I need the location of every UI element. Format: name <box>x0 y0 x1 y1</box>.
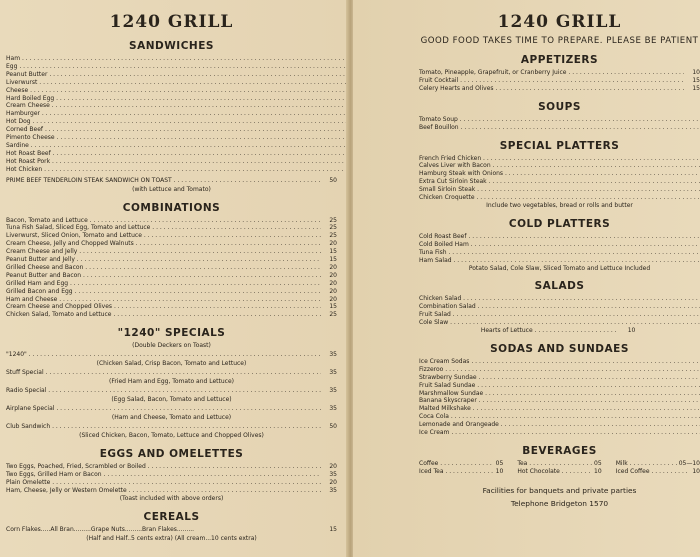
menu-item-name: Ham, Cheese, Jelly or Western Omelette . . . <box>6 487 321 495</box>
menu-item-price: 50 <box>329 176 337 184</box>
left-menu-title: 1240 GRILL <box>109 12 234 32</box>
menu-item <box>6 224 337 232</box>
menu-item-name: Chicken Salad . . . <box>419 295 700 303</box>
menu-item-name: Hot Chicken . . . <box>6 166 349 174</box>
menu-item-name: Stuff Special . . . <box>6 369 321 377</box>
menu-item-name: Ham and Cheese . . . <box>6 296 321 304</box>
soups-heading: SOUPS <box>538 100 581 113</box>
menu-item-name: Liverwurst . . . <box>6 79 349 87</box>
menu-item-price: 35 <box>329 369 337 377</box>
menu-item <box>6 423 337 431</box>
menu-item-name: Corned Beef . . . <box>6 126 349 134</box>
menu-item-name: Grilled Bacon and Egg . . . <box>6 288 321 296</box>
menu-item <box>419 116 700 124</box>
menu-item <box>6 303 337 311</box>
combinations-list <box>6 217 337 320</box>
menu-item <box>419 249 700 257</box>
cold-platters-note: Potato Salad, Cole Slaw, Sliced Tomato and Lettuce Included <box>468 264 651 272</box>
menu-item <box>419 257 700 265</box>
menu-item-price: 05 <box>594 460 602 467</box>
platters-note: Include two vegetables, bread or rolls and butter <box>486 201 633 209</box>
menu-item-name: Coffee . . . <box>419 460 494 468</box>
menu-item-name: French Fried Chicken . . . <box>419 155 700 163</box>
menu-item <box>6 387 337 395</box>
salads-column-1 <box>419 295 700 327</box>
tagline: GOOD FOOD TAKES TIME TO PREPARE. PLEASE BE PATIENT <box>420 36 699 46</box>
menu-item-name: Cold Roast Beef . . . <box>419 233 700 241</box>
menu-item-name: Celery Hearts and Olives . . . <box>419 85 684 93</box>
sodas-column-1 <box>419 358 700 437</box>
menu-item-name: Corn Flakes.....All Bran.........Grape Nuts.........Bran Flakes......... <box>6 526 195 534</box>
eggs-note: (Toast included with above orders) <box>119 495 224 503</box>
menu-item-name: Peanut Butter and Bacon . . . <box>6 272 321 280</box>
menu-item <box>419 390 700 398</box>
menu-item-price: 35 <box>329 387 337 395</box>
special-description: (Fried Ham and Egg, Tomato and Lettuce) <box>109 378 234 386</box>
menu-item-name: Fruit Salad Sundae . . . <box>419 382 700 390</box>
menu-item-name: Tuna Fish . . . <box>419 249 700 257</box>
menu-item-price: 05 <box>495 460 504 467</box>
cereals-line <box>6 526 337 534</box>
menu-item-name: Peanut Butter and Jelly . . . <box>6 256 321 264</box>
menu-item <box>419 194 700 202</box>
menu-item-name: Sardine . . . <box>6 142 349 150</box>
salads-heading: SALADS <box>534 280 585 293</box>
menu-item-name: Cream Cheese and Chopped Olives . . . <box>6 303 321 311</box>
soups-column-1 <box>419 116 700 132</box>
menu-item <box>6 134 349 142</box>
menu-item-price: 10 <box>692 467 700 475</box>
menu-item <box>419 429 700 437</box>
menu-item-name: Two Eggs, Poached, Fried, Scrambled or Boiled . . . <box>6 463 321 471</box>
menu-item-price: 20 <box>329 271 337 279</box>
cold-platters-heading: COLD PLATTERS <box>508 217 611 230</box>
beverages-heading: BEVERAGES <box>522 445 597 457</box>
menu-item-name: Chicken Salad, Tomato and Lettuce . . . <box>6 311 321 319</box>
menu-item-name: Ham . . . <box>6 55 349 63</box>
menu-item-price: 25 <box>329 311 337 319</box>
menu-item <box>419 85 700 93</box>
menu-item <box>6 288 337 296</box>
menu-item-price: 20 <box>329 263 337 271</box>
menu-item <box>6 110 349 118</box>
menu-item <box>419 162 700 170</box>
menu-item-name: Peanut Butter . . . <box>6 71 349 79</box>
menu-item <box>419 382 700 390</box>
menu-item-price: 15 <box>692 76 700 84</box>
beverages-row-2 <box>419 468 700 476</box>
special-description: (Ham and Cheese, Tomato and Lettuce) <box>111 413 232 421</box>
platters-column-1 <box>419 155 700 202</box>
menu-item-name: Ice Cream Sodas . . . <box>419 358 700 366</box>
menu-item-name: Cream Cheese . . . <box>6 102 349 110</box>
menu-item-name: Cream Cheese, Jelly and Chopped Walnuts . . . <box>6 240 321 248</box>
sodas-list <box>419 358 700 437</box>
menu-item-name: Cole Slaw . . . <box>419 319 700 327</box>
menu-item-name: Egg . . . <box>6 63 349 71</box>
menu-item-name: Two Eggs, Grilled Ham or Bacon . . . <box>6 471 321 479</box>
menu-item <box>419 77 700 85</box>
menu-item-name: Cream Cheese and Jelly . . . <box>6 248 321 256</box>
menu-item-price: 35 <box>329 351 337 359</box>
menu-item-price: 15 <box>329 248 337 256</box>
menu-item <box>6 102 349 110</box>
menu-item-price: 20 <box>329 478 337 486</box>
menu-item <box>6 487 337 495</box>
menu-item <box>419 358 700 366</box>
menu-item-name: Cold Boiled Ham . . . <box>419 241 700 249</box>
menu-item <box>6 150 349 158</box>
beverages-row-1 <box>419 460 700 468</box>
menu-item-price: 20 <box>329 287 337 295</box>
menu-item-price: 15 <box>329 526 337 534</box>
menu-item <box>419 69 700 77</box>
prime-steak-note: (with Lettuce and Tomato) <box>132 185 211 193</box>
menu-item-name: Fruit Salad . . . <box>419 311 700 319</box>
menu-item-price: 20 <box>329 462 337 470</box>
menu-item-name: Combination Salad . . . <box>419 303 700 311</box>
platters-heading: SPECIAL PLATTERS <box>499 139 620 152</box>
beverage-item <box>616 468 700 476</box>
menu-item <box>6 248 337 256</box>
beverage-item <box>517 468 601 476</box>
telephone-note: Telephone Bridgeton 1570 <box>510 498 609 508</box>
menu-item <box>6 264 337 272</box>
menu-item-name: Chicken Croquette . . . <box>419 194 700 202</box>
menu-item <box>6 158 349 166</box>
right-menu-page <box>353 0 700 557</box>
cold-column-1 <box>419 233 700 265</box>
sodas-heading: SODAS AND SUNDAES <box>490 342 629 355</box>
banquet-footer <box>419 484 700 510</box>
platters-list <box>419 155 700 202</box>
menu-item <box>419 186 700 194</box>
menu-item <box>6 405 337 413</box>
menu-item-name: Bacon, Tomato and Lettuce . . . <box>6 217 321 225</box>
menu-item-name: Milk . . . <box>616 460 677 468</box>
menu-item-name: Lemonade and Orangeade . . . <box>419 421 700 429</box>
sandwiches-heading: SANDWICHES <box>129 40 214 52</box>
menu-item-price: 15 <box>329 303 337 311</box>
beverage-item <box>517 460 601 468</box>
menu-item-name: Tuna Fish Salad, Sliced Egg, Tomato and Lettuce . . . <box>6 224 321 232</box>
menu-item-price: 20 <box>329 240 337 248</box>
menu-item-price: 20 <box>329 279 337 287</box>
banquet-note: Facilities for banquets and private parties <box>482 485 637 495</box>
menu-item-name: PRIME BEEF TENDERLOIN STEAK SANDWICH ON TOAST . . . <box>6 177 321 185</box>
menu-item <box>6 296 337 304</box>
beverage-item <box>419 468 503 476</box>
right-menu-title: 1240 GRILL <box>497 12 622 32</box>
menu-item <box>419 413 700 421</box>
menu-item <box>6 272 337 280</box>
menu-item-name: Hot Roast Beef . . . <box>6 150 349 158</box>
menu-item-name: Grilled Ham and Egg . . . <box>6 280 321 288</box>
menu-item <box>6 280 337 288</box>
cereals-note: (Half and Half..5 cents extra) (All cream...10 cents extra) <box>86 535 257 543</box>
menu-item <box>6 71 349 79</box>
menu-item <box>6 256 337 264</box>
menu-item-price: 35 <box>329 486 337 494</box>
menu-item-price: 25 <box>329 232 337 240</box>
menu-item-name: Strawberry Sundae . . . <box>419 374 700 382</box>
menu-item-name: Hamburg Steak with Onions . . . <box>419 170 700 178</box>
menu-item <box>6 479 337 487</box>
menu-item-name: Banana Skyscraper . . . <box>419 397 700 405</box>
menu-item <box>6 240 337 248</box>
menu-item-name: Ham Salad . . . <box>419 257 700 265</box>
menu-item-name: Grilled Cheese and Bacon . . . <box>6 264 321 272</box>
menu-item-price: 20 <box>329 295 337 303</box>
menu-item <box>6 463 337 471</box>
special-description: (Sliced Chicken, Bacon, Tomato, Lettuce and Chopped Olives) <box>79 431 264 439</box>
beverage-item <box>616 460 700 468</box>
menu-item-price: 15 <box>692 84 700 92</box>
menu-item <box>6 118 349 126</box>
menu-item <box>419 155 700 163</box>
menu-item <box>419 295 700 303</box>
soups-list <box>419 116 700 132</box>
appetizers-list <box>419 69 700 93</box>
menu-item <box>6 351 337 359</box>
menu-item <box>419 233 700 241</box>
menu-item <box>6 79 349 87</box>
menu-item-name: Hot Roast Pork . . . <box>6 158 349 166</box>
menu-item <box>6 126 349 134</box>
prime-steak-sandwich <box>6 177 337 185</box>
menu-item-price: 25 <box>329 216 337 224</box>
menu-item-name: Extra Cut Sirloin Steak . . . <box>419 178 700 186</box>
menu-item <box>419 366 700 374</box>
menu-item-price: 10 <box>594 467 602 475</box>
menu-item-name: Hot Chocolate . . . <box>517 468 592 476</box>
menu-item <box>419 303 700 311</box>
left-menu-page <box>0 0 349 557</box>
appetizers-heading: APPETIZERS <box>520 54 599 66</box>
menu-item-name: Hot Dog . . . <box>6 118 349 126</box>
special-description: (Egg Salad, Bacon, Tomato and Lettuce) <box>111 396 232 403</box>
menu-item-name: Iced Tea . . . <box>419 468 494 476</box>
menu-item <box>6 232 337 240</box>
menu-item-name: Liverwurst, Sliced Onion, Tomato and Lettuce . . . <box>6 232 321 240</box>
menu-item <box>419 170 700 178</box>
cereals-heading: CEREALS <box>143 511 200 524</box>
menu-item <box>6 471 337 479</box>
menu-item-name: Beef Bouillon . . . <box>419 124 700 132</box>
sandwiches-list <box>6 55 337 174</box>
menu-item-price: 05—10 <box>678 460 700 467</box>
menu-item-name: Hamburger . . . <box>6 110 349 118</box>
menu-item-price: 15 <box>329 256 337 264</box>
menu-item <box>419 124 700 132</box>
menu-item-name: Tomato Soup . . . <box>419 116 700 124</box>
eggs-list <box>6 463 337 495</box>
menu-item-name: Fizzeroo . . . <box>419 366 700 374</box>
menu-item <box>419 374 700 382</box>
menu-item-name: "1240" . . . <box>6 351 321 359</box>
menu-item-name: Ice Cream . . . <box>419 429 700 437</box>
menu-item-name: Coca Cola . . . <box>419 413 700 421</box>
menu-item-price: 25 <box>329 224 337 232</box>
specials-note: (Double Deckers on Toast) <box>132 342 211 350</box>
menu-item <box>419 319 700 327</box>
menu-item-name: Tea . . . <box>517 460 592 468</box>
hearts-of-lettuce <box>481 327 636 335</box>
menu-item-price: 50 <box>329 422 337 430</box>
menu-item-name: Hearts of Lettuce . . . <box>481 327 620 335</box>
menu-item <box>419 311 700 319</box>
menu-item-name: Hard Boiled Egg . . . <box>6 95 349 103</box>
menu-item <box>419 405 700 413</box>
menu-item <box>419 421 700 429</box>
sandwiches-column-1 <box>6 55 349 174</box>
menu-item-name: Airplane Special . . . <box>6 405 321 413</box>
menu-item <box>419 178 700 186</box>
beverage-item <box>419 460 503 468</box>
menu-item-price: 10 <box>627 327 636 335</box>
menu-item <box>6 87 349 95</box>
salads-list <box>419 295 700 327</box>
menu-item <box>6 217 337 225</box>
cold-platters-list <box>419 233 700 265</box>
menu-item-price: 10 <box>692 69 700 76</box>
menu-item <box>6 311 337 319</box>
menu-item <box>6 55 349 63</box>
menu-item-name: Radio Special . . . <box>6 387 321 395</box>
specials-list <box>6 351 337 440</box>
menu-item-price: 35 <box>329 405 337 412</box>
menu-item <box>6 369 337 377</box>
menu-item-name: Marshmallow Sundae . . . <box>419 390 700 398</box>
menu-item-name: Fruit Cocktail . . . <box>419 77 684 85</box>
menu-item <box>6 166 349 174</box>
eggs-heading: EGGS AND OMELETTES <box>99 447 244 460</box>
menu-item <box>6 63 349 71</box>
specials-heading: "1240" SPECIALS <box>117 327 226 340</box>
combinations-heading: COMBINATIONS <box>122 201 221 214</box>
menu-item <box>419 397 700 405</box>
menu-item-name: Small Sirloin Steak . . . <box>419 186 700 194</box>
menu-item <box>419 241 700 249</box>
menu-item-name: Calves Liver with Bacon . . . <box>419 162 700 170</box>
menu-item-name: Pimento Cheese . . . <box>6 134 349 142</box>
menu-item-price: 35 <box>329 470 337 478</box>
menu-item-name: Tomato, Pineapple, Grapefruit, or Cranberry Juice . . . <box>419 69 684 77</box>
menu-item <box>6 142 349 150</box>
special-description: (Chicken Salad, Crisp Bacon, Tomato and Lettuce) <box>96 360 247 368</box>
menu-item-name: Club Sandwich . . . <box>6 423 321 431</box>
menu-item-name: Plain Omelette . . . <box>6 479 321 487</box>
menu-item-name: Malted Milkshake . . . <box>419 405 700 413</box>
menu-item-price: 10 <box>495 467 504 475</box>
menu-item-name: Iced Coffee . . . <box>616 468 691 476</box>
menu-item <box>6 95 349 103</box>
menu-item-name: Cheese . . . <box>6 87 349 95</box>
